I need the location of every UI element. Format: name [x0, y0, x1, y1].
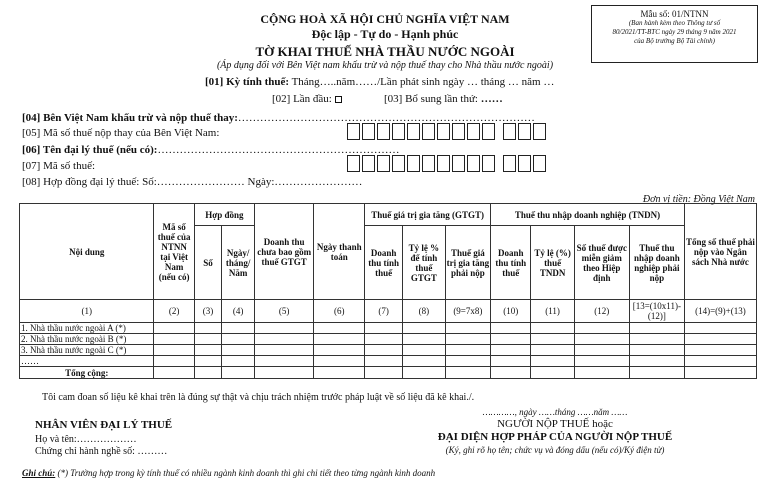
code-cell: (10) — [491, 300, 531, 323]
code-cell: (9=7x8) — [445, 300, 491, 323]
table-cell[interactable] — [629, 334, 684, 345]
header-tndn-tl: Tỷ lệ (%) thuế TNDN — [531, 226, 574, 300]
table-cell[interactable] — [445, 356, 491, 367]
table-cell[interactable] — [445, 334, 491, 345]
code-cell: (2) — [154, 300, 194, 323]
field-07-label: [07] Mã số thuế: — [22, 160, 96, 172]
taxpayer-note: (Ký, ghi rõ họ tên; chức vụ và đóng dấu (nếu có)/Ký điện tử) — [445, 445, 665, 455]
form-subtitle: (Áp dụng đối với Bên Việt nam khấu trừ và nộp thuế thay cho Nhà thầu nước ngoài) — [216, 60, 554, 71]
table-cell[interactable] — [574, 334, 629, 345]
table-cell[interactable] — [491, 345, 531, 356]
motto: Độc lập - Tự do - Hạnh phúc — [311, 27, 459, 41]
table-cell[interactable] — [154, 334, 194, 345]
table-row — [20, 356, 757, 367]
header-ngay: Ngày/ tháng/ Năm — [222, 226, 255, 300]
table-cell[interactable] — [314, 367, 365, 379]
table-cell[interactable] — [684, 356, 756, 367]
code-cell: (7) — [365, 300, 403, 323]
agent-name[interactable]: Họ và tên:……………… — [35, 434, 137, 445]
table-cell[interactable] — [154, 345, 194, 356]
table-cell[interactable] — [403, 356, 445, 367]
table-cell[interactable] — [365, 334, 403, 345]
table-cell[interactable] — [574, 323, 629, 334]
table-cell[interactable] — [222, 323, 255, 334]
header-gtgt-dt: Doanh thu tính thuế — [365, 226, 403, 300]
code-cell: (3) — [194, 300, 222, 323]
first-time-label: [02] Lần đầu: — [272, 93, 332, 105]
table-cell[interactable] — [491, 356, 531, 367]
table-cell[interactable] — [445, 367, 491, 379]
code-cell: [13=(10x11)-(12)] — [629, 300, 684, 323]
field-05-label: [05] Mã số thuế nộp thay của Bên Việt Nam: — [22, 127, 220, 139]
table-cell[interactable] — [531, 323, 574, 334]
table-cell[interactable] — [684, 367, 756, 379]
row-label: …… — [20, 356, 154, 367]
period-label: [01] Kỳ tính thuế: — [205, 76, 290, 88]
form-number: Mẫu số: 01/NTNN — [640, 9, 709, 19]
header-tndn-dt: Doanh thu tính thuế — [491, 226, 531, 300]
code-cell: (1) — [20, 300, 154, 323]
table-cell[interactable] — [314, 345, 365, 356]
first-time-checkbox[interactable] — [335, 96, 342, 103]
table-cell[interactable] — [194, 323, 222, 334]
header-mst: Mã số thuế của NTNN tại Việt Nam (nếu có) — [154, 204, 194, 300]
row-label: 1. Nhà thầu nước ngoài A (*) — [20, 323, 154, 334]
code-cell: (5) — [255, 300, 314, 323]
code-cell: (14)=(9)+(13) — [684, 300, 756, 323]
table-row — [20, 345, 757, 356]
row-label: 3. Nhà thầu nước ngoài C (*) — [20, 345, 154, 356]
supplement — [384, 93, 503, 105]
table-row — [20, 334, 757, 345]
table-cell[interactable] — [154, 323, 194, 334]
header-gtgt-group: Thuế giá trị gia tăng (GTGT) — [365, 204, 491, 226]
taxpayer-title-2: ĐẠI DIỆN HỢP PHÁP CỦA NGƯỜI NỘP THUẾ — [437, 431, 673, 443]
table-cell[interactable] — [314, 323, 365, 334]
table-cell[interactable] — [365, 367, 403, 379]
table-cell[interactable] — [255, 367, 314, 379]
table-cell[interactable] — [222, 356, 255, 367]
code-cell: (11) — [531, 300, 574, 323]
header-noi-dung: Nội dung — [20, 204, 154, 300]
table-cell[interactable] — [194, 367, 222, 379]
header-gtgt-tl: Tỷ lệ % để tính thuế GTGT — [403, 226, 445, 300]
table-cell[interactable] — [403, 334, 445, 345]
column-code-row — [20, 300, 757, 323]
field-06 — [22, 144, 399, 156]
table-cell[interactable] — [491, 323, 531, 334]
table-cell[interactable] — [629, 367, 684, 379]
agent-title: NHÂN VIÊN ĐẠI LÝ THUẾ — [35, 419, 173, 431]
table-cell[interactable] — [629, 356, 684, 367]
table-cell[interactable] — [445, 345, 491, 356]
row-label: 2. Nhà thầu nước ngoài B (*) — [20, 334, 154, 345]
table-cell[interactable] — [255, 323, 314, 334]
period-line — [205, 76, 554, 88]
first-time — [272, 93, 342, 105]
table-row — [20, 323, 757, 334]
form-note-line3: của Bộ trưởng Bộ Tài chính) — [634, 37, 715, 45]
table-cell[interactable] — [255, 334, 314, 345]
header-doanh-thu-chua-gtgt: Doanh thu chưa bao gồm thuế GTGT — [255, 204, 314, 300]
header-tndn-thue: Thuế thu nhập doanh nghiệp phải nộp — [629, 226, 684, 300]
table-cell[interactable] — [365, 356, 403, 367]
header-tndn-mien: Số thuế được miễn giảm theo Hiệp định — [574, 226, 629, 300]
table-cell[interactable] — [491, 367, 531, 379]
header-tong: Tổng số thuế phải nộp vào Ngân sách Nhà nước — [684, 204, 756, 300]
form-note-line1: (Ban hành kèm theo Thông tư số — [628, 19, 721, 27]
total-row — [20, 367, 757, 379]
footnote — [22, 468, 435, 478]
table-cell[interactable] — [531, 345, 574, 356]
table-cell[interactable] — [684, 323, 756, 334]
table-cell[interactable] — [574, 356, 629, 367]
tax-table — [19, 203, 757, 379]
total-label: Tổng cộng: — [20, 367, 154, 379]
field-08[interactable]: [08] Hợp đồng đại lý thuế: Số:…………………… Ngày:…………………… — [22, 176, 363, 188]
table-cell[interactable] — [574, 345, 629, 356]
table-cell[interactable] — [574, 367, 629, 379]
table-cell[interactable] — [531, 334, 574, 345]
field-07-digit-boxes[interactable] — [347, 155, 548, 172]
table-cell[interactable] — [629, 345, 684, 356]
table-cell[interactable] — [403, 323, 445, 334]
supplement-label: [03] Bổ sung lần thứ: — [384, 93, 478, 105]
code-cell: (4) — [222, 300, 255, 323]
table-cell[interactable] — [154, 367, 194, 379]
table-cell[interactable] — [684, 345, 756, 356]
field-04-dots[interactable]: ……………………………………………………………………… — [237, 112, 535, 124]
table-cell[interactable] — [491, 334, 531, 345]
country-name: CỘNG HOÀ XÃ HỘI CHỦ NGHĨA VIỆT NAM — [260, 12, 510, 26]
table-cell[interactable] — [629, 323, 684, 334]
code-cell: (8) — [403, 300, 445, 323]
commitment-text: Tôi cam đoan số liệu kê khai trên là đúng sự thật và chịu trách nhiệm trước pháp luật về số liệu đã kê khai./. — [42, 392, 475, 403]
field-06-dots[interactable]: ………………………………………………………… — [157, 144, 400, 156]
code-cell: (6) — [314, 300, 365, 323]
table-cell[interactable] — [365, 323, 403, 334]
table-cell[interactable] — [684, 334, 756, 345]
taxpayer-title-1: NGƯỜI NỘP THUẾ hoặc — [497, 418, 613, 430]
table-cell[interactable] — [403, 345, 445, 356]
agent-cert[interactable]: Chứng chỉ hành nghề số: ……… — [35, 446, 168, 457]
table-cell[interactable] — [194, 345, 222, 356]
table-cell[interactable] — [154, 356, 194, 367]
table-cell[interactable] — [255, 356, 314, 367]
table-cell[interactable] — [255, 345, 314, 356]
table-cell[interactable] — [365, 345, 403, 356]
currency-unit: Đơn vị tiền: Đồng Việt Nam — [642, 194, 755, 205]
footnote-label: Ghi chú: — [22, 468, 56, 478]
header-ngay-thanh-toan: Ngày thanh toán — [314, 204, 365, 300]
table-cell[interactable] — [194, 334, 222, 345]
footnote-text: (*) Trường hợp trong kỳ tính thuế có nhiều ngành kinh doanh thì ghi chi tiết theo từng ngành kinh doanh — [55, 468, 436, 478]
field-04-label: [04] Bên Việt Nam khấu trừ và nộp thuế thay: — [22, 112, 238, 124]
table-cell[interactable] — [403, 367, 445, 379]
table-cell[interactable] — [222, 345, 255, 356]
form-title: TỜ KHAI THUẾ NHÀ THẦU NƯỚC NGOÀI — [255, 44, 515, 59]
supplement-value[interactable]: …… — [480, 93, 503, 105]
table-cell[interactable] — [222, 334, 255, 345]
table-cell[interactable] — [194, 356, 222, 367]
header-so: Số — [194, 226, 222, 300]
field-05-digit-boxes[interactable] — [347, 123, 548, 140]
period-value[interactable]: Tháng…..năm……/Lần phát sinh ngày … tháng … năm … — [289, 76, 555, 88]
table-cell[interactable] — [531, 356, 574, 367]
header-hop-dong: Hợp đồng — [194, 204, 254, 226]
code-cell: (12) — [574, 300, 629, 323]
table-cell[interactable] — [531, 367, 574, 379]
sign-date[interactable]: …………, ngày ……tháng ……năm …… — [482, 407, 628, 417]
table-cell[interactable] — [222, 367, 255, 379]
table-cell[interactable] — [314, 334, 365, 345]
form-note-line2: 80/2021/TT-BTC ngày 29 tháng 9 năm 2021 — [612, 28, 737, 36]
table-cell[interactable] — [314, 356, 365, 367]
table-cell[interactable] — [445, 323, 491, 334]
header-gtgt-thue: Thuế giá trị gia tăng phải nộp — [445, 226, 491, 300]
field-06-label: [06] Tên đại lý thuế (nếu có): — [22, 144, 158, 156]
header-tndn-group: Thuế thu nhập doanh nghiệp (TNDN) — [491, 204, 685, 226]
